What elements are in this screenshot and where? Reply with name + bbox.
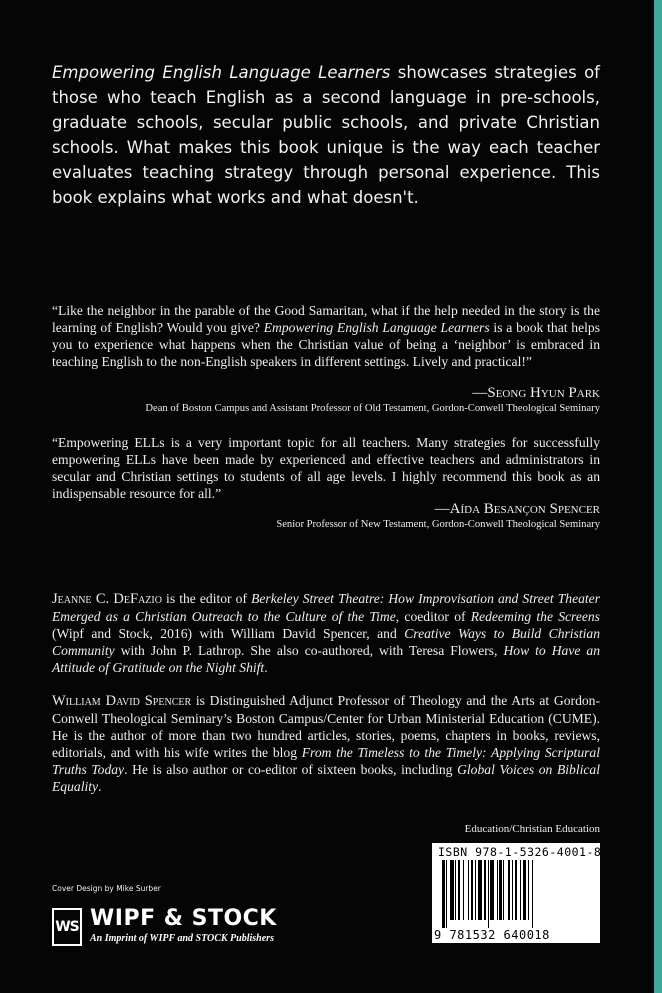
barcode-bar — [499, 860, 502, 920]
endorser-name: —Seong Hyun Park — [472, 385, 600, 401]
quote1-book-title: Empowering English Language Learners — [263, 320, 490, 335]
barcode-bar — [463, 860, 464, 920]
publisher-tagline: An Imprint of WIPF and STOCK Publishers — [90, 933, 274, 944]
publisher-logo — [52, 906, 292, 948]
endorser-title: Dean of Boston Campus and Assistant Professor of Old Testament, Gordon-Conwell Theological Seminary — [145, 403, 600, 414]
endorsement-quote-1 — [52, 302, 600, 370]
barcode-bar — [446, 860, 447, 932]
bio1-text: with John P. Lathrop. She also co-authored, with Teresa Flowers, — [114, 643, 504, 658]
author-name: Jeanne C. DeFazio — [52, 591, 162, 607]
isbn-label: ISBN 978-1-5326-4001-8 — [438, 845, 602, 859]
barcode-bar — [475, 860, 476, 920]
endorser-title: Senior Professor of New Testament, Gordon-Conwell Theological Seminary — [276, 519, 600, 530]
bio1-text: . — [264, 660, 268, 675]
barcode-bar — [468, 860, 469, 920]
barcode-bar — [442, 860, 445, 932]
bio2-book: Global Voices on Biblical Equality — [52, 762, 600, 794]
bio1-text: (Wipf and Stock, 2016) with William David Spencer, and — [52, 626, 405, 641]
bio1-book: Redeeming the Screens — [470, 609, 600, 624]
barcode-bar — [512, 860, 513, 920]
endorsement-attribution-2 — [276, 500, 600, 531]
barcode-bar — [528, 860, 529, 920]
blurb-text: showcases strategies of those who teach English as a second language in pre-schools, graduate schools, secular public schools, and private Christian schools. What makes this book unique is the way each teacher evaluates teaching strategy through personal experience. This book explains what works and what doesn't. — [52, 63, 600, 207]
bio1-book: Creative Ways to Build Christian Community — [52, 626, 600, 658]
bio2-blog: From the Timeless to the Timely: Applying Scriptural Truths Today — [52, 745, 600, 777]
author-bio-defazio — [52, 590, 600, 676]
spine-edge — [654, 0, 662, 993]
endorsement-attribution-1 — [145, 384, 600, 415]
blurb-book-title: Empowering English Language Learners — [52, 63, 391, 82]
barcode-bar — [532, 860, 533, 932]
barcode-bar — [458, 860, 461, 920]
barcode-bar — [508, 860, 509, 920]
endorser-name: —Aída Besançon Spencer — [434, 501, 600, 517]
barcode-bar — [455, 860, 456, 920]
bio2-text: . He is also author or co-editor of sixteen books, including — [124, 762, 458, 777]
barcode-digits: 9 781532 640018 — [434, 928, 550, 942]
barcode-bar — [520, 860, 521, 920]
author-name: William David Spencer — [52, 693, 192, 709]
bio1-book: How to Have an Attitude of Gratitude on the Night Shift — [52, 643, 600, 675]
barcode-bar — [450, 860, 454, 920]
barcode-bar — [490, 860, 494, 920]
bio1-book: Berkeley Street Theatre: How Improvisation and Street Theater Emerged as a Christian Outreach to the Culture of the Time — [52, 591, 601, 624]
bio2-text: . — [98, 779, 102, 794]
barcode-bar — [497, 860, 498, 920]
quote1-text-a: “Like the neighbor in the parable of the Good Samaritan, what if the help needed in the story is the learning of English? Would you give? — [52, 303, 600, 335]
barcode-bar — [523, 860, 527, 920]
bio1-text: is the editor of — [161, 591, 252, 606]
cover-design-credit: Cover Design by Mike Surber — [52, 884, 161, 893]
barcode-bar — [515, 860, 518, 920]
publisher-mark-icon: WS — [52, 908, 82, 946]
quote1-text-b: is a book that helps you to experience what happens when the Christian value of being a ‘neighbor’ is embraced in teaching English to the non-English speakers in different settings. Lively and practical!” — [52, 320, 600, 369]
bio1-text: , coeditor of — [395, 609, 471, 624]
barcode-bar — [471, 860, 474, 920]
barcode-bar — [484, 860, 487, 920]
barcode-bars — [442, 860, 592, 932]
isbn-barcode — [432, 843, 600, 943]
barcode-bar — [488, 860, 489, 932]
barcode-bar — [478, 860, 482, 920]
bio2-text: is Distinguished Adjunct Professor of Theology and the Arts at Gordon-Conwell Theological Seminary’s Boston Campus/Center for Urban Ministerial Education (CUME). He is the author of more than two hundred articles, stories, poems, chapters in books, reviews, editorials, and with his wife writes the blog — [52, 693, 600, 760]
author-bio-spencer — [52, 692, 600, 795]
endorsement-quote-2: “Empowering ELLs is a very important topic for all teachers. Many strategies for successfully empowering ELLs have been made by experienced and effective teachers and administrators in secular and Christian settings to students of all age levels. I highly recommend this book as an indispensable resource for all.” — [52, 435, 600, 501]
barcode-bar — [503, 860, 504, 920]
publisher-name: WIPF & STOCK — [90, 906, 277, 931]
book-blurb — [52, 60, 600, 210]
book-category: Education/Christian Education — [464, 823, 600, 835]
